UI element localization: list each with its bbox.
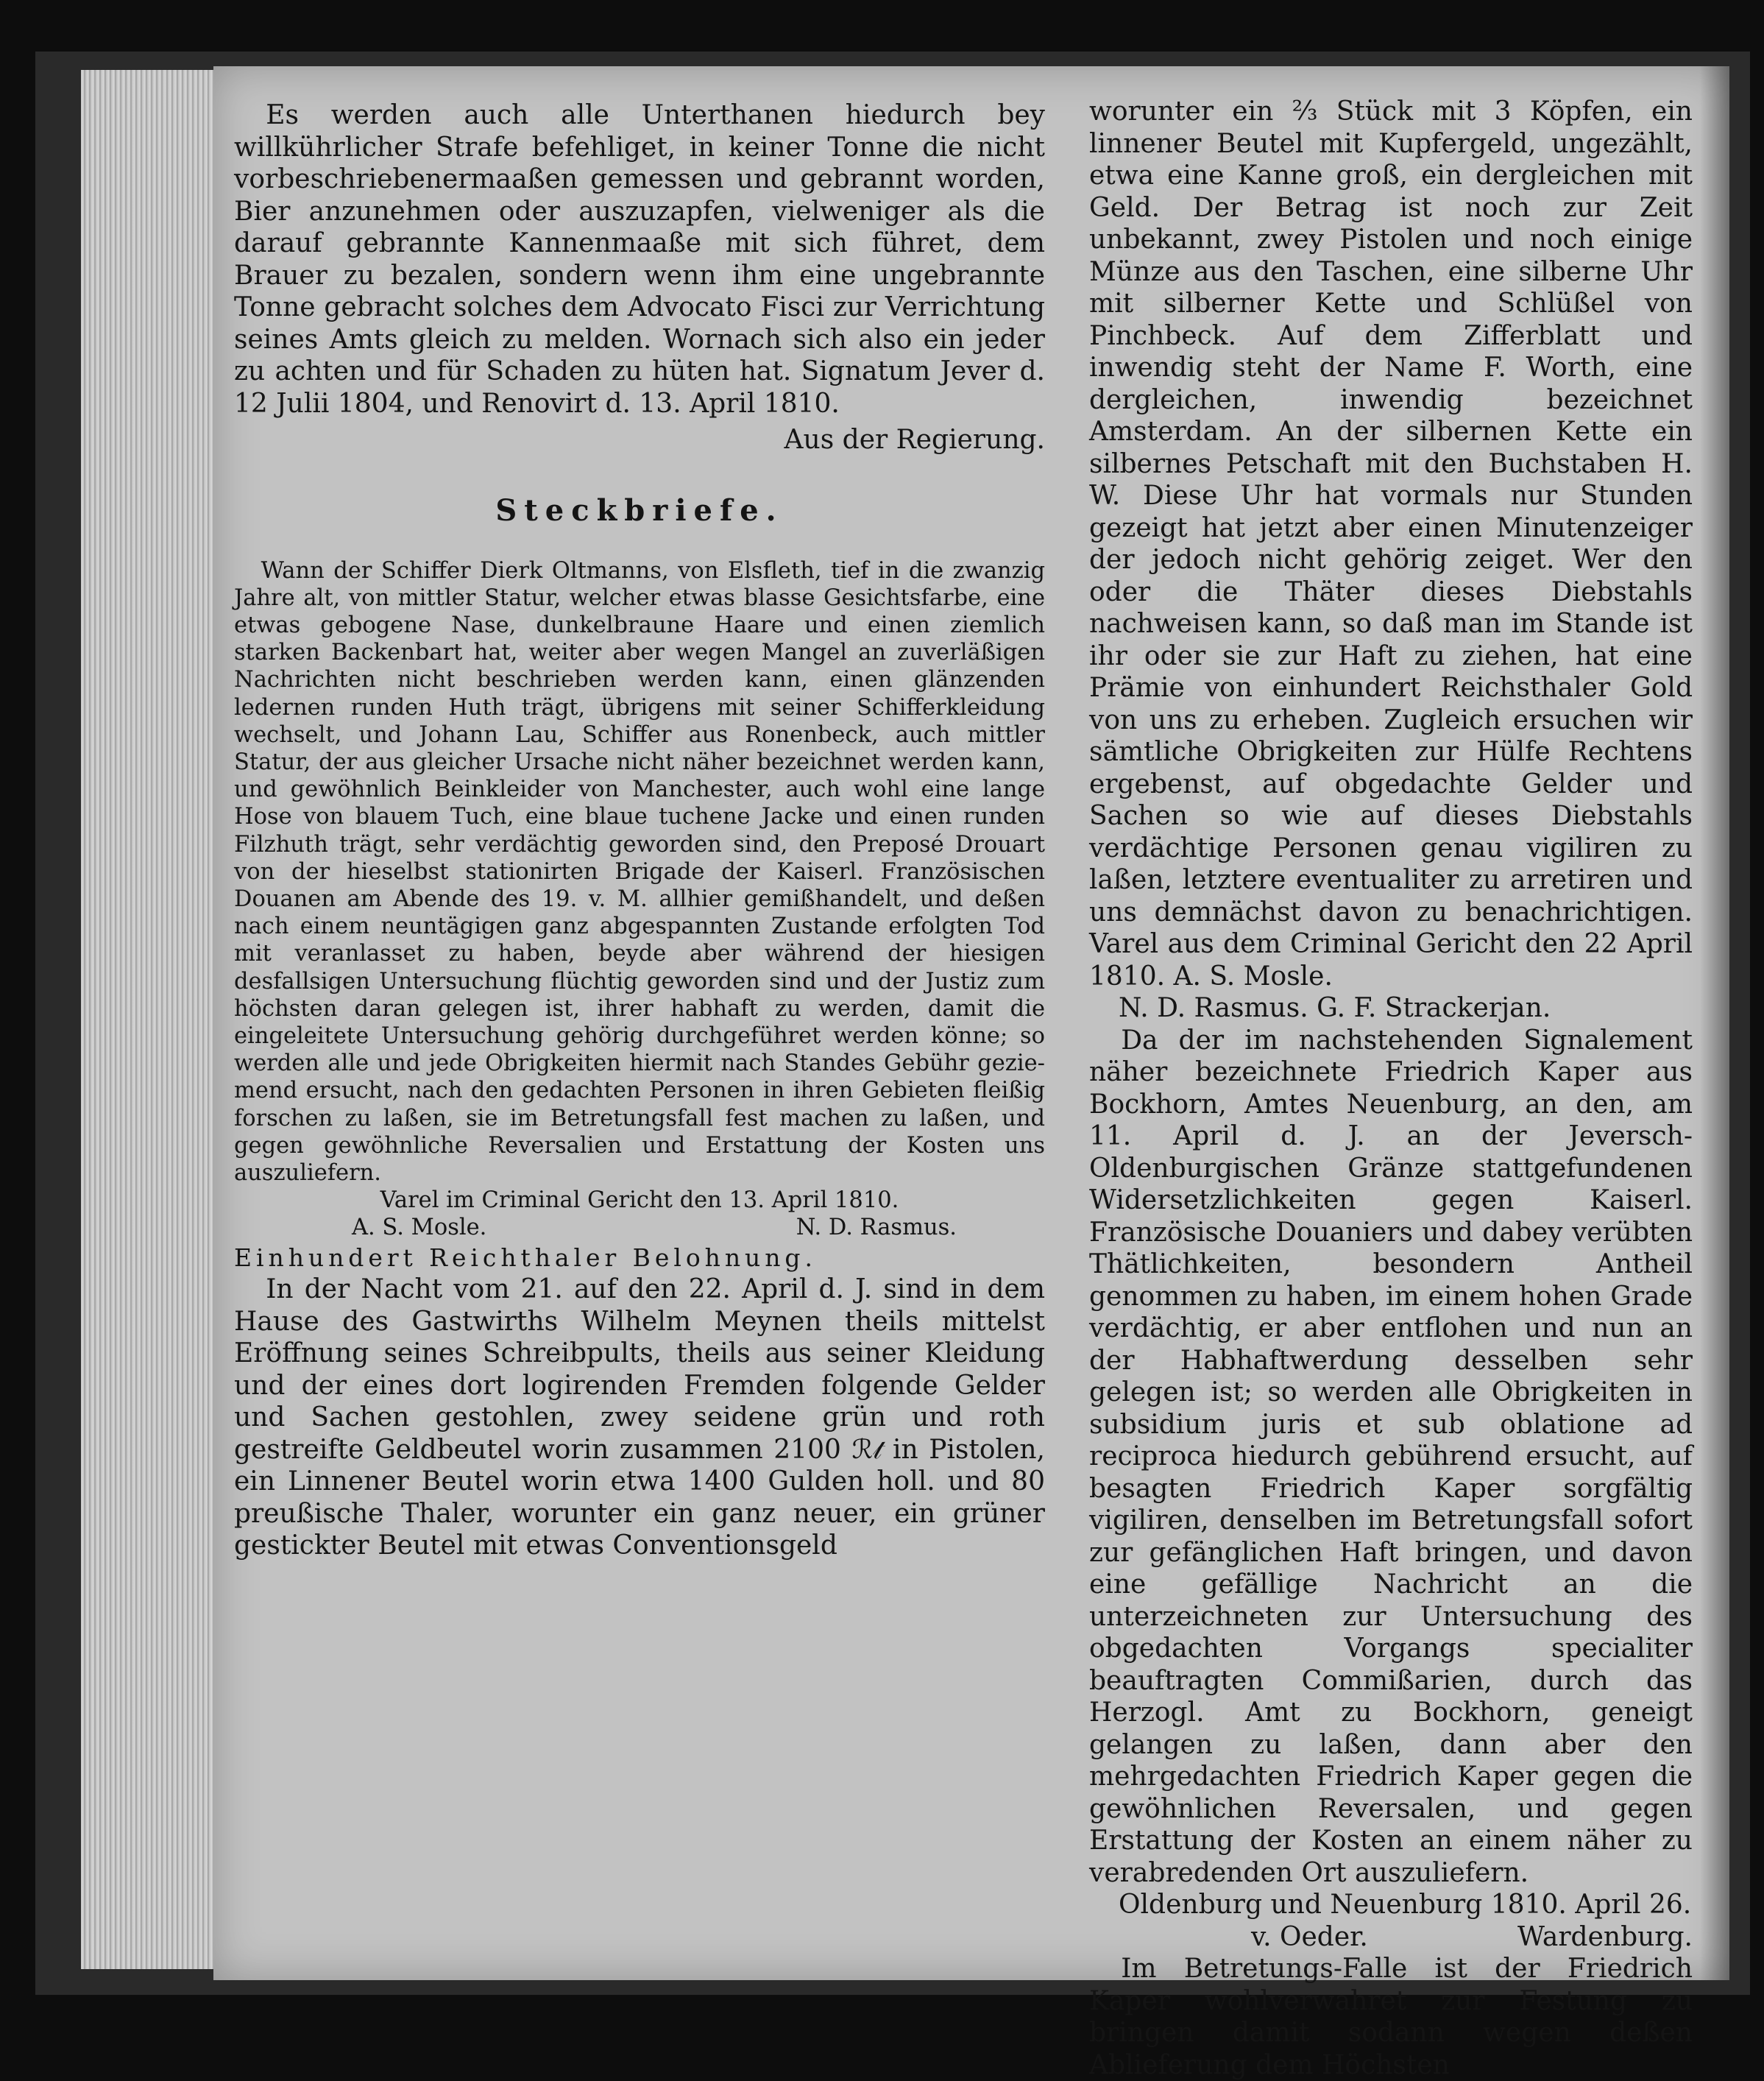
signers-row-1: [234, 1214, 1045, 1241]
spine-shadow: [1700, 66, 1729, 1980]
left-column: [234, 99, 1045, 1562]
signer-oeder: v. Oeder.: [1251, 1921, 1368, 1952]
signer-mosle: A. S. Mosle.: [352, 1215, 487, 1241]
kaper-notice-paragraph: Da der im nachstehenden Signalement näher bezeichnete Friedrich Kaper aus Bockhorn, Amtes Neuenburg, an den, am 11. April d. J. an der Jeversch-Oldenburgischen Gränze stattgefundenen Widersetzlichkeiten gegen Kaiserl. Französische Douaniers und dabey verübten Thätlichkeiten, besondern Antheil genommen zu haben, im einem hohen Grade verdächtig, er aber entflohen und nun an der Habhaftwerdung desselben sehr gelegen ist; so werden alle Obrigkeiten in subsidium juris et sub oblatione ad reciproca hiedurch gebührend ersucht, auf besagten Friedrich Kaper sorgfältig vigiliren, denselben im Betretungsfall sofort zur gefänglichen Haft bringen, und davon eine gefällige Nachricht an die unterzeichneten zur Untersuchung des obgedachten Vorgangs specialiter beauftragten Commißarien, durch das Herzogl. Amt zu Bockhorn, geneigt gelangen zu laßen, dann aber den mehrgedachten Friedrich Kaper gegen die gewöhnlichen Reversalen, und gegen Erstattung der Kosten an einem näher zu verabredenden Ort auszuliefern.: [1089, 1025, 1693, 1888]
ordinance-paragraph: Es werden auch alle Unterthanen hiedurch bey willkührlicher Strafe befehliget, in keiner Tonne die nicht vorbeschriebenermaaßen gemessen und gebrannt worden, Bier anzunehmen oder auszuzapfen, vielweniger als die darauf gebrannte Kannenmaaße mit sich führet, dem Brauer zu bezalen, sondern wenn ihm eine ungebrannte Tonne gebracht solches dem Advocato Fisci zur Verrichtung seines Amts gleich zu melden. Wornach sich also ein jeder zu achten und für Schaden zu hüten hat. Signatum Jever d. 12 Julii 1804, und Renovirt d. 13. April 1810.: [234, 100, 1045, 419]
signer-rasmus: N. D. Rasmus.: [796, 1215, 957, 1241]
page-edges: [81, 70, 228, 1969]
court-date-line: Varel im Criminal Gericht den 13. April 1810.: [380, 1187, 899, 1214]
signers-row-2: N. D. Rasmus. G. F. Strackerjan.: [1119, 993, 1551, 1023]
wanted-notice-paragraph: Wann der Schiffer Dierk Oltmanns, von Elsfleth, tief in die zwanzig Jahre alt, von mittler Statur, welcher etwas blasse Gesichtsfarbe, eine etwas gebogene Nase, dunkelbraune Haare und einen ziemlich starken Backenbart hat, weiter aber wegen Mangel an zuverläßigen Nachrichten nicht beschrieben werden kann, einen glänzenden ledernen runden Huth trägt, übrigens mit seiner Schifferkleidung wechselt, und Johann Lau, Schiffer aus Ronenbeck, auch mittler Statur, der aus gleicher Ursache nicht näher bezeichnet werden kann, und gewöhnlich Beinkleider von Manchester, auch wohl eine lange Hose von blauem Tuch, eine blaue tuchene Jacke und einen runden Filzhuth trägt, sehr verdächtig geworden sind, den Preposé Drouart von der hieselbst stationirten Brigade der Kaiserl. Französischen Douanen am Abende des 19. v. M. allhier gemißhandelt, und deßen nach einem neuntägigen ganz abgespannten Zustande erfolgten Tod mit veranlasset zu haben, beyde aber während der hiesigen desfallsigen Untersuchung flüchtig geworden sind und der Justiz zum höchsten daran gelegen ist, ihrer habhaft zu werden, damit die eingeleitete Untersuchung gehörig durchgeführet werden könne; so werden alle und jede Obrigkeiten hiermit nach Standes Gebühr gezie-mend ersucht, nach den gedachten Personen in ihren Gebieten fleißig forschen zu laßen, sie im Betretungsfall fest machen zu laßen, und gegen gewöhnliche Reversalien und Erstattung der Kosten uns auszuliefern.: [234, 557, 1045, 1186]
signers-row-3: [1089, 1921, 1693, 1954]
reward-heading: Einhundert Reichthaler Belohnung.: [234, 1243, 817, 1272]
signer-wardenburg: Wardenburg.: [1517, 1921, 1693, 1952]
wanted-notices-heading: Steckbriefe.: [495, 492, 784, 528]
right-column: [1089, 96, 1693, 2081]
apprehension-paragraph: Im Betretungs-Falle ist der Friedrich Kaper wohlverwahret zur Festung zu bringen damit sodann wegen deßen Ablieferung dem Höchsten: [1089, 1954, 1693, 2080]
theft-paragraph-continued: worunter ein ⅔ Stück mit 3 Köpfen, ein linnener Beutel mit Kupfergeld, ungezählt, etwa eine Kanne groß, ein dergleichen mit Geld. Der Betrag ist noch zur Zeit unbekannt, zwey Pistolen und noch einige Münze aus den Taschen, eine silberne Uhr mit silberner Kette und Schlüßel von Pinchbeck. Auf dem Zifferblatt und inwendig steht der Name F. Worth, eine dergleichen, inwendig bezeichnet Amsterdam. An der silbernen Kette ein silbernes Petschaft mit den Buchstaben H. W. Diese Uhr hat vormals nur Stunden gezeigt hat jetzt aber einen Minutenzeiger der jedoch nicht gehörig zeiget. Wer den oder die Thäter dieses Diebstahls nachweisen kann, so daß man im Stande ist ihr oder sie zur Haft zu ziehen, hat eine Prämie von einhundert Reichsthaler Gold von uns zu erheben. Zugleich ersuchen wir sämtliche Obrigkeiten zur Hülfe Rechtens ergebenst, auf obgedachte Gelder und Sachen so wie auf dieses Diebstahls verdächtige Personen genau vigiliren zu laßen, letztere eventualiter zu arretiren und uns demnächst davon zu benachrichtigen. Varel aus dem Criminal Gericht den 22 April 1810. A. S. Mosle.: [1089, 96, 1693, 992]
place-date-line: Oldenburg und Neuenburg 1810. April 26.: [1119, 1890, 1692, 1920]
government-signature: Aus der Regierung.: [784, 425, 1045, 455]
theft-paragraph: In der Nacht vom 21. auf den 22. April d. J. sind in dem Hause des Gastwirths Wilhelm Meynen theils mittelst Eröffnung seines Schreibpults, theils aus seiner Kleidung und der eines dort logirenden Fremden folgende Gelder und Sachen gestohlen, zwey seidene grün und roth gestreifte Geldbeutel worin zusammen 2100 ℛ𝓉 in Pistolen, ein Linnener Beutel worin etwa 1400 Gulden holl. und 80 preußische Thaler, worunter ein ganz neuer, ein grüner gestickter Beutel mit etwas Conventionsgeld: [234, 1274, 1045, 1561]
